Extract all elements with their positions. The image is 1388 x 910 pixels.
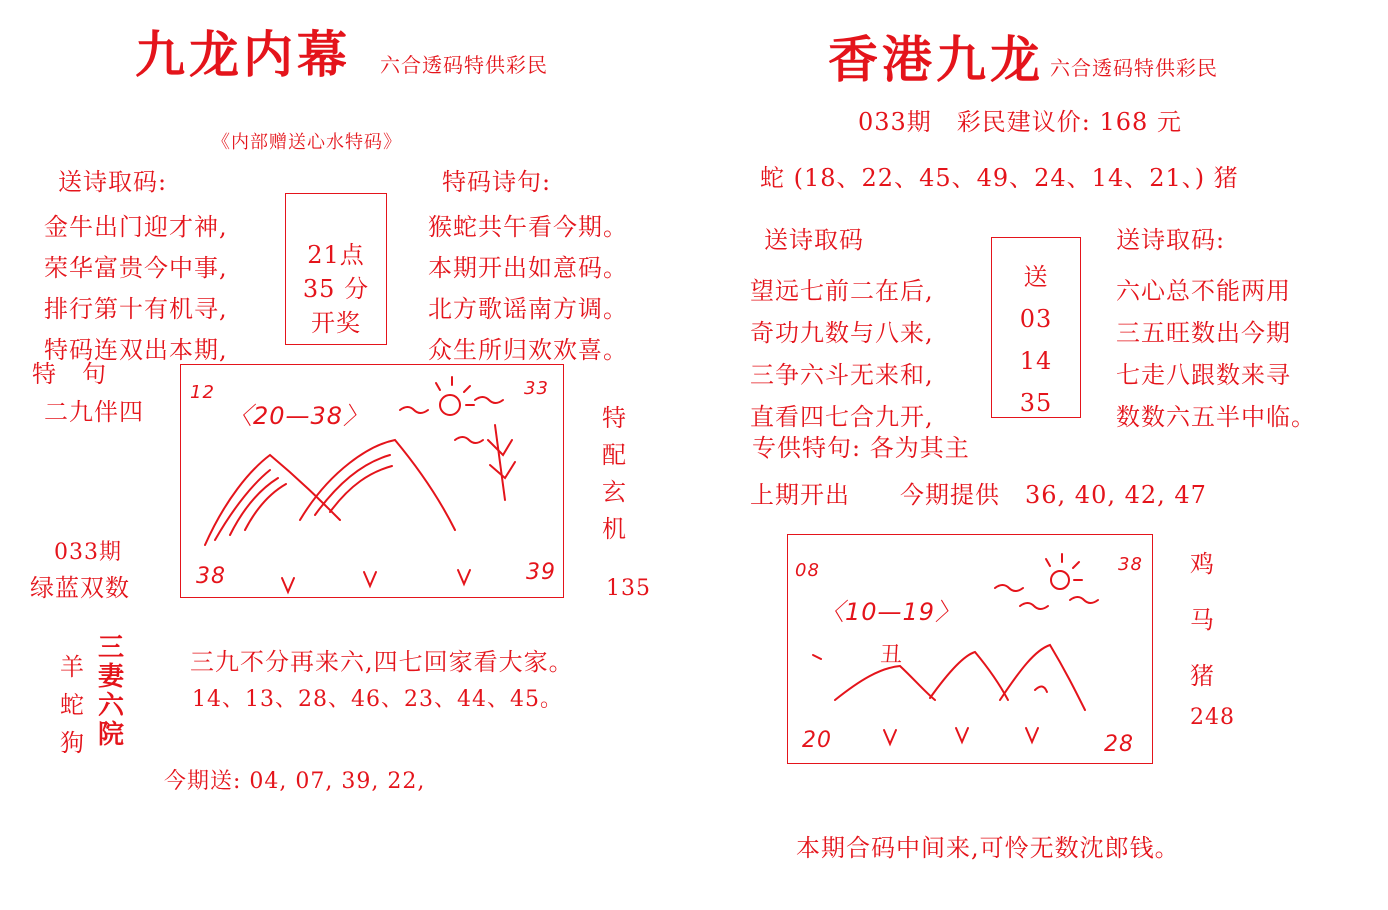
left-verse-line: 北方歌谣南方调。 <box>428 295 628 323</box>
left-numbers2: 14、13、28、46、23、44、45。 <box>192 687 563 712</box>
left-color-hint: 绿蓝双数 <box>30 574 130 602</box>
left-verse-header: 特码诗句: <box>442 168 552 196</box>
left-title: 九龙内幕 <box>135 25 351 84</box>
left-range: 〈20—38〉 <box>228 402 369 430</box>
left-special-text: 二九伴四 <box>44 398 144 426</box>
left-big-char: 妻 <box>98 662 125 692</box>
right-corner-tl: 08 <box>795 560 820 581</box>
left-poem-line: 排行第十有机寻, <box>44 295 228 323</box>
left-corner-tr: 33 <box>524 378 549 399</box>
right-range: 〈10—19〉 <box>820 598 961 626</box>
right-title: 香港九龙 <box>828 30 1044 89</box>
right-corner-tr: 38 <box>1118 554 1143 575</box>
left-side-char: 配 <box>602 441 627 469</box>
left-time-line: 开奖 <box>311 309 361 337</box>
right-subtitle: 六合透码特供彩民 <box>1050 56 1218 80</box>
right-side-vertical <box>1190 536 1215 704</box>
right-poem-left-line: 三争六斗无来和, <box>750 361 934 389</box>
right-gift-line: 35 <box>1019 389 1053 417</box>
right-side-char: 猪 <box>1190 662 1215 690</box>
left-corner-br: 39 <box>526 560 556 585</box>
left-note: 《内部赠送心水特码》 <box>212 132 402 153</box>
left-verse2: 三九不分再来六,四七回家看大家。 <box>190 648 574 676</box>
left-big-char: 六 <box>98 691 125 721</box>
right-corner-br: 28 <box>1104 732 1134 757</box>
right-issue-price: 033期 彩民建议价: 168 元 <box>858 108 1182 136</box>
left-zodiac-char: 狗 <box>60 729 85 757</box>
right-poem-left-line: 直看四七合九开, <box>750 403 934 431</box>
right-gift-line: 03 <box>1019 305 1053 333</box>
left-poem-line: 金牛出门迎才神, <box>44 213 228 241</box>
right-special: 专供特句: 各为其主 <box>752 434 970 462</box>
left-poem-line: 荣华富贵今中事, <box>44 254 228 282</box>
left-issue: 033期 <box>54 540 122 565</box>
left-subtitle: 六合透码特供彩民 <box>380 53 548 77</box>
right-poem-right-line: 三五旺数出今期 <box>1116 319 1291 347</box>
right-snake-line: 蛇 (18、22、45、49、24、14、21、) 猪 <box>760 164 1239 192</box>
left-side-char: 特 <box>602 404 627 432</box>
right-side-char: 马 <box>1190 606 1215 634</box>
right-poem-right-line: 六心总不能两用 <box>1116 277 1291 305</box>
left-big-char: 三 <box>98 633 125 663</box>
right-side-number: 248 <box>1190 705 1235 730</box>
right-poem-left-line: 望远七前二在后, <box>750 277 934 305</box>
left-poem-header: 送诗取码: <box>58 168 168 196</box>
left-side-number: 135 <box>606 576 651 601</box>
right-mark: 丑 <box>880 643 904 668</box>
right-poem-header-right: 送诗取码: <box>1116 226 1226 254</box>
right-corner-bl: 20 <box>802 728 832 753</box>
left-poem-line: 特码连双出本期, <box>44 336 228 364</box>
left-verse-line: 本期开出如意码。 <box>428 254 628 282</box>
left-today: 今期送: 04, 07, 39, 22, <box>164 769 426 794</box>
left-big-char: 院 <box>98 720 125 750</box>
left-special-label: 特 句 <box>32 360 107 388</box>
left-side-char: 机 <box>602 515 627 543</box>
right-poem-right-line: 数数六五半中临。 <box>1116 403 1316 431</box>
right-side-char: 鸡 <box>1190 550 1215 578</box>
left-zodiac-char: 羊 <box>60 653 85 681</box>
left-zodiac-char: 蛇 <box>60 691 85 719</box>
left-corner-tl: 12 <box>190 382 215 403</box>
right-footer: 本期合码中间来,可怜无数沈郎钱。 <box>796 834 1180 862</box>
left-verse-line: 猴蛇共午看今期。 <box>428 213 628 241</box>
right-gift-line: 送 <box>1023 263 1049 291</box>
left-side-char: 玄 <box>602 478 627 506</box>
right-poem-right-line: 七走八跟数来寻 <box>1116 361 1291 389</box>
left-corner-bl: 38 <box>196 564 226 589</box>
right-poem-header-left: 送诗取码 <box>764 226 864 254</box>
right-poem-left-line: 奇功九数与八来, <box>750 319 934 347</box>
right-provide: 上期开出 今期提供 36, 40, 42, 47 <box>750 481 1207 509</box>
right-gift-line: 14 <box>1019 347 1053 375</box>
left-time-line: 21点 <box>307 241 365 269</box>
left-verse-line: 众生所归欢欢喜。 <box>428 336 628 364</box>
left-time-line: 35 分 <box>302 275 370 303</box>
